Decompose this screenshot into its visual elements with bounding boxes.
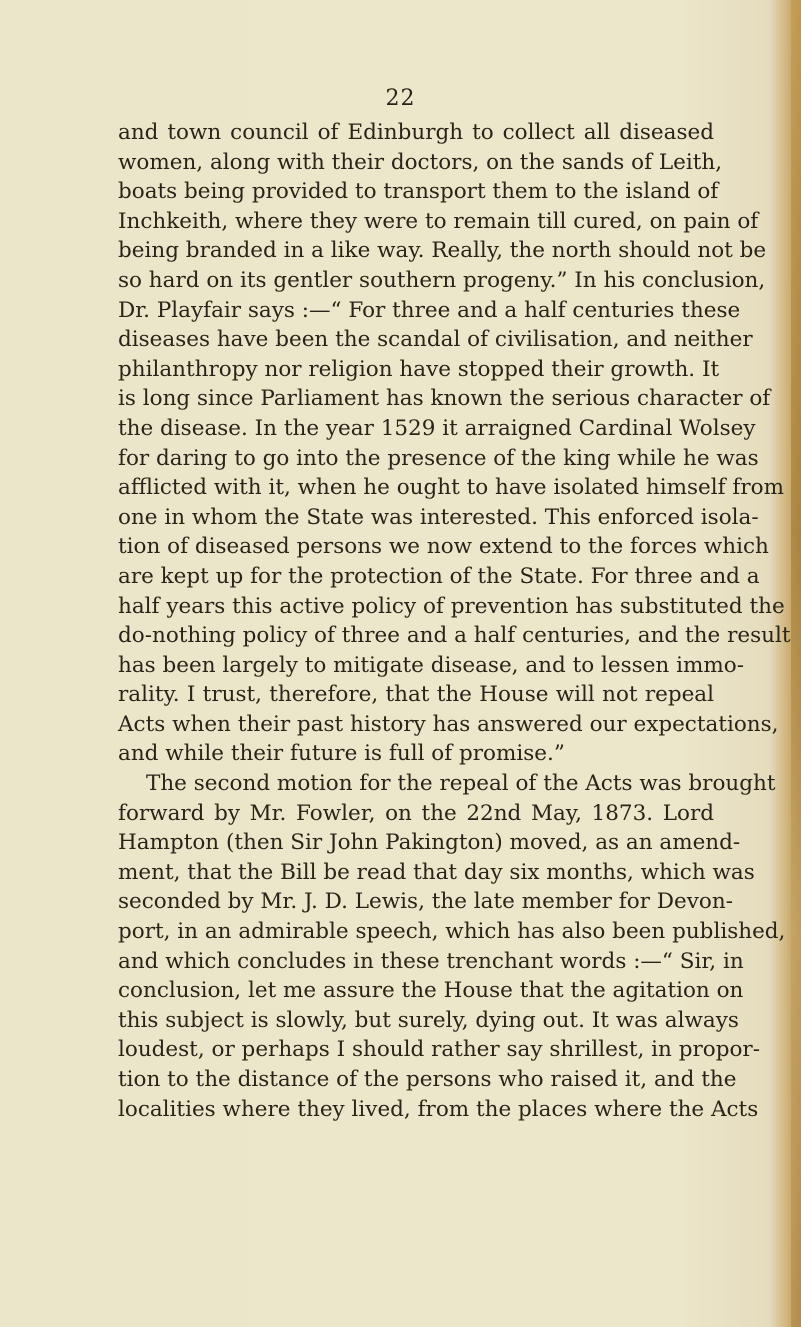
text-line: forward by Mr. Fowler, on the 22nd May, 1873. Lord (118, 800, 714, 826)
text-line: being branded in a like way. Really, the north should not be (118, 238, 767, 264)
text-line: Dr. Playfair says :—“ For three and a half centuries these (118, 297, 741, 323)
text-line: and which concludes in these trenchant words :—“ Sir, in (118, 948, 744, 974)
page-edge (791, 0, 801, 1327)
text-line: so hard on its gentler southern progeny.” In his conclusion, (118, 267, 766, 293)
text-line: half years this active policy of prevention has substituted the (118, 593, 785, 619)
text-line: seconded by Mr. J. D. Lewis, the late member for Devon- (118, 889, 733, 915)
text-line: port, in an admirable speech, which has also been published, (118, 919, 786, 945)
text-line: and town council of Edinburgh to collect all diseased (118, 120, 714, 145)
text-line: Inchkeith, where they were to remain till cured, on pain of (118, 208, 759, 234)
text-line: Hampton (then Sir John Pakington) moved, as an amend- (118, 830, 741, 856)
text-line: ment, that the Bill be read that day six months, which was (118, 859, 755, 885)
text-line: afflicted with it, when he ought to have isolated himself from (118, 475, 784, 501)
text-line: are kept up for the protection of the State. For three and a (118, 563, 760, 589)
text-line: Acts when their past history has answered our expectations, (118, 711, 779, 737)
text-line: for daring to go into the presence of the king while he was (118, 445, 759, 471)
text-line: diseases have been the scandal of civilisation, and neither (118, 327, 753, 353)
text-line: women, along with their doctors, on the sands of Leith, (118, 149, 723, 175)
text-line: The second motion for the repeal of the Acts was brought (146, 771, 776, 797)
text-line: and while their future is full of promise.” (118, 741, 565, 767)
text-line: tion to the distance of the persons who raised it, and the (118, 1067, 737, 1092)
text-line: loudest, or perhaps I should rather say shrillest, in propor- (118, 1037, 760, 1063)
text-line: one in whom the State was interested. This enforced isola- (118, 504, 759, 530)
text-line: localities where they lived, from the places where the Acts (118, 1096, 759, 1122)
text-line: do-nothing policy of three and a half centuries, and the result (118, 623, 791, 649)
text-line: conclusion, let me assure the House that the agitation on (118, 978, 744, 1004)
text-line: the disease. In the year 1529 it arraigned Cardinal Wolsey (118, 415, 756, 441)
text-line: philanthropy nor religion have stopped their growth. It (118, 356, 720, 382)
text-line: is long since Parliament has known the serious character of (118, 386, 771, 412)
page-number: 22 (385, 86, 416, 111)
text-line: this subject is slowly, but surely, dying out. It was always (118, 1007, 739, 1033)
text-line: rality. I trust, therefore, that the House will not repeal (118, 682, 714, 708)
text-line: tion of diseased persons we now extend to the forces which (118, 534, 769, 560)
text-line: boats being provided to transport them to the island of (118, 179, 719, 205)
text-line: has been largely to mitigate disease, and to lessen immo- (118, 652, 744, 678)
body-text (118, 118, 791, 1124)
